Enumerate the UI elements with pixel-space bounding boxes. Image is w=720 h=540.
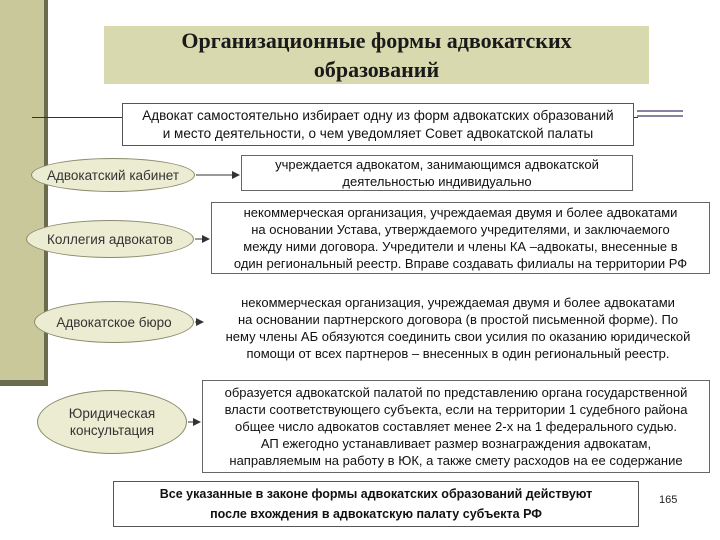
description-line: помощи от всех партнеров – внесенных в один региональный реестр. [246, 346, 670, 361]
description-line: власти соответствующего субъекта, если на территории 1 судебного района [224, 402, 688, 417]
description-line: направляемым на работу в ЮК, а также смету расходов на ее содержание [229, 453, 683, 468]
intro-line-2: и место деятельности, о чем уведомляет Совет адвокатской палаты [162, 125, 594, 141]
description-line: на основании Устава, утверждаемого учредителями, и заключаемого [251, 222, 670, 237]
description-line: учреждается адвокатом, занимающимся адвокатской [275, 157, 599, 172]
footer-line-1: Все указанные в законе формы адвокатских образований действуют [159, 487, 593, 501]
form-label-line-1: Юридическая [68, 406, 156, 421]
title-line-1: Организационные формы адвокатских [181, 28, 572, 53]
description-line: общее число адвокатов составляет менее 2-х на 1 федерального судью. [235, 419, 677, 434]
form-label: Адвокатское бюро [56, 314, 172, 330]
description-line: на основании партнерского договора (в простой письменной форме). По [237, 312, 679, 327]
description-line: некоммерческая организация, учреждаемая двумя и более адвокатами [243, 205, 678, 220]
description-line: АП ежегодно устанавливает размер вознаграждения адвокатам, [260, 436, 652, 451]
description-line: один региональный реестр. Вправе создавать филиалы на территории РФ [233, 256, 688, 271]
description-line: нему члены АБ обязуются соединить свои усилия по оказанию юридической [225, 329, 691, 344]
page-number: 165 [659, 494, 678, 506]
title-line-2: образований [313, 57, 440, 82]
footer-line-2: после вхождения в адвокатскую палату субъекта РФ [210, 507, 542, 521]
description-line: между ними договора. Учредители и члены КА –адвокаты, внесенные в [243, 239, 678, 254]
description-line: деятельностью индивидуально [342, 174, 532, 189]
footer-note [113, 481, 639, 527]
description-line: образуется адвокатской палатой по представлению органа государственной [224, 385, 688, 400]
intro-line-1: Адвокат самостоятельно избирает одну из форм адвокатских образований [142, 107, 614, 123]
form-label: Коллегия адвокатов [47, 231, 173, 247]
form-label: Адвокатский кабинет [46, 167, 180, 183]
description-line: некоммерческая организация, учреждаемая двумя и более адвокатами [241, 295, 675, 310]
form-label-line-2: консультация [69, 423, 155, 438]
